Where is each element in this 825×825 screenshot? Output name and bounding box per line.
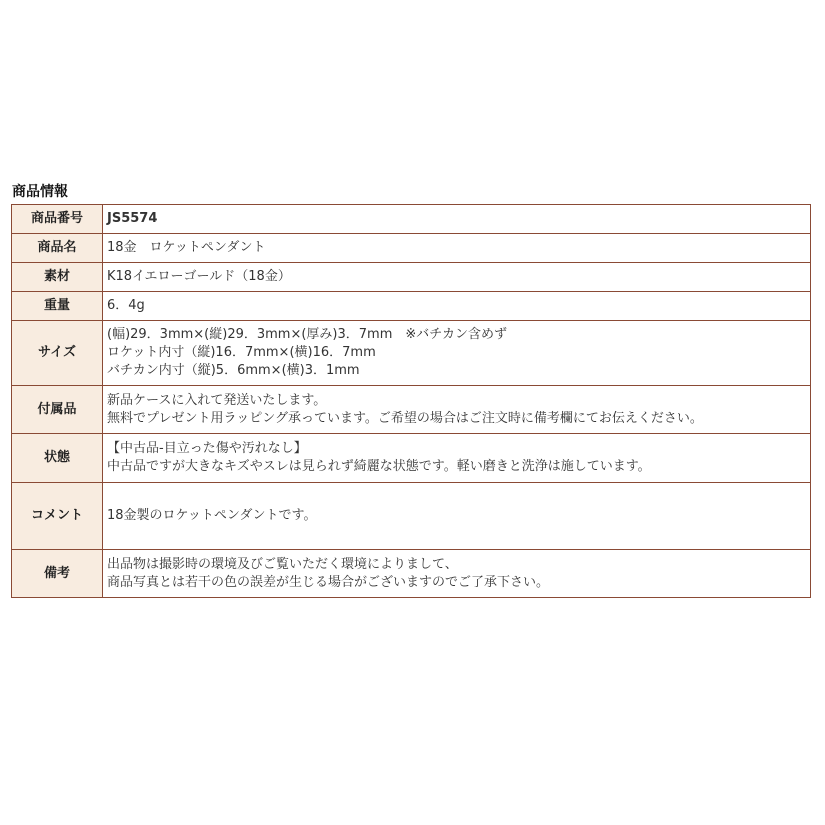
row-label: 重量 <box>12 292 103 321</box>
product-info-table <box>11 204 811 598</box>
value-line: バチカン内寸（縦)5．6mm×(横)3．1mm <box>107 363 360 378</box>
table-row-weight <box>12 292 811 321</box>
row-label: コメント <box>12 483 103 550</box>
table-row-notes <box>12 550 811 598</box>
row-label: 商品番号 <box>12 205 103 234</box>
row-label: 商品名 <box>12 234 103 263</box>
row-value <box>103 321 811 386</box>
value-line: 新品ケースに入れて発送いたします。 <box>107 392 327 408</box>
row-value <box>103 292 811 321</box>
table-row-size <box>12 321 811 386</box>
value-line: 中古品ですが大きなキズやスレは見られず綺麗な状態です。軽い磨きと洗浄は施しています。 <box>107 459 651 474</box>
value-line: ロケット内寸（縦)16．7mm×(横)16．7mm <box>107 345 376 360</box>
value-line: K18イエローゴールド（18金） <box>107 269 291 284</box>
value-line: 無料でプレゼント用ラッピング承っています。ご希望の場合はご注文時に備考欄にてお伝えください。 <box>107 410 703 426</box>
value-line: 商品写真とは若干の色の誤差が生じる場合がございますのでご了承下さい。 <box>107 574 550 590</box>
value-line: 【中古品-目立った傷や汚れなし】 <box>107 441 307 456</box>
value-line: 18金 ロケットペンダント <box>107 240 266 255</box>
table-row-condition <box>12 434 811 483</box>
table-row-comment <box>12 483 811 550</box>
table-row-material <box>12 263 811 292</box>
value-line: JS5574 <box>107 211 158 226</box>
value-line: (幅)29．3mm×(縦)29．3mm×(厚み)3．7mm ※バチカン含めず <box>107 327 507 342</box>
table-row-accessories <box>12 386 811 434</box>
row-value <box>103 234 811 263</box>
row-label: 備考 <box>12 550 103 598</box>
table-row-product-name <box>12 234 811 263</box>
row-value <box>103 434 811 483</box>
row-label: 素材 <box>12 263 103 292</box>
row-value <box>103 386 811 434</box>
value-line: 18金製のロケットペンダントです。 <box>107 508 317 523</box>
row-label: 状態 <box>12 434 103 483</box>
table-row-product-number <box>12 205 811 234</box>
row-value <box>103 205 811 234</box>
row-value <box>103 550 811 598</box>
row-value <box>103 263 811 292</box>
value-line: 出品物は撮影時の環境及びご覧いただく環境によりまして、 <box>107 556 458 572</box>
row-label: 付属品 <box>12 386 103 434</box>
section-title: 商品情報 <box>12 184 68 200</box>
row-value <box>103 483 811 550</box>
row-label: サイズ <box>12 321 103 386</box>
value-line: 6．4g <box>107 298 145 313</box>
